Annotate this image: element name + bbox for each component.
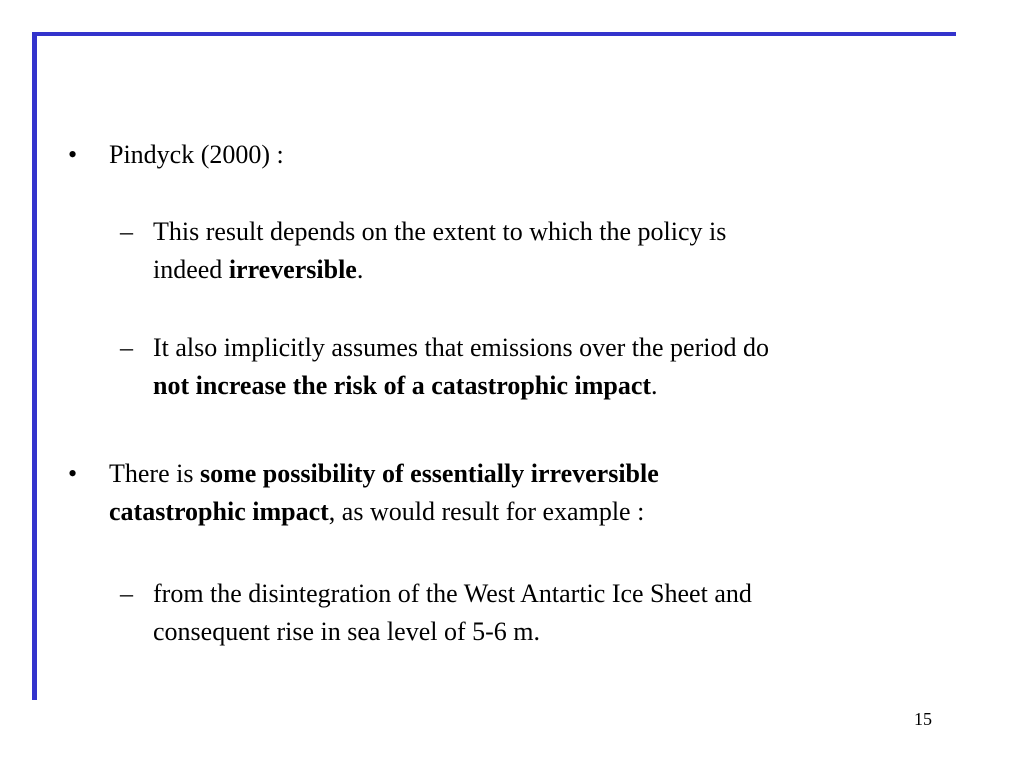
sub-bullet-ice-sheet xyxy=(153,575,752,651)
text-run: . xyxy=(356,255,364,284)
sub-bullet-emissions xyxy=(153,329,769,405)
bold-run: catastrophic impact xyxy=(109,497,329,526)
line xyxy=(153,213,726,251)
bold-run: irreversible xyxy=(228,255,357,284)
text-run: from the disintegration of the West Antartic Ice Sheet and xyxy=(153,579,752,608)
line xyxy=(153,367,769,405)
text-run: It also implicitly assumes that emissions over the period do xyxy=(153,333,769,362)
line xyxy=(153,251,726,289)
bullet-catastrophic xyxy=(109,455,659,531)
line xyxy=(109,455,659,493)
page-number: 15 xyxy=(914,709,932,729)
bold-run: not increase the risk of a catastrophic impact xyxy=(153,371,652,400)
line xyxy=(153,329,769,367)
sub-bullet-marker: – xyxy=(120,579,133,608)
line xyxy=(109,136,284,174)
bullet-marker: • xyxy=(68,459,78,488)
sub-bullet-marker: – xyxy=(120,333,133,362)
text-run: This result depends on the extent to which the policy is xyxy=(153,217,727,246)
text-run: , as would result for example : xyxy=(328,497,645,526)
bullet-marker: • xyxy=(68,140,78,169)
sub-bullet-irreversible xyxy=(153,213,726,289)
line xyxy=(153,613,752,651)
text-run: . xyxy=(651,371,658,400)
line xyxy=(109,493,659,531)
line xyxy=(153,575,752,613)
text-run: Pindyck (2000) : xyxy=(109,140,284,169)
text-run: consequent rise in sea level of 5-6 m. xyxy=(153,617,540,646)
bullet-pindyck xyxy=(109,136,284,174)
sub-bullet-marker: – xyxy=(120,217,133,246)
text-run: There is xyxy=(109,459,200,488)
text-run: indeed xyxy=(153,255,229,284)
bold-run: some possibility of essentially irreversible xyxy=(199,459,659,488)
